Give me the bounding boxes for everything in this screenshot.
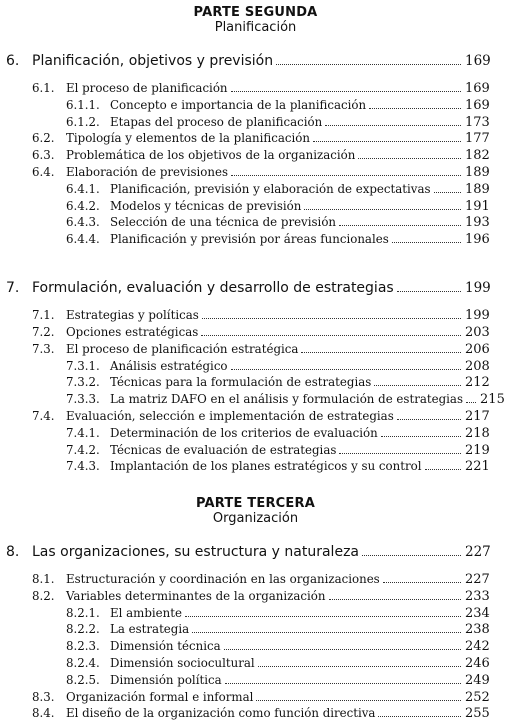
part-subtitle: Planificación [214, 20, 297, 35]
section-entry[interactable] [32, 148, 489, 163]
dot-leader [201, 334, 461, 336]
dot-leader [362, 554, 461, 556]
subsection-entry[interactable] [66, 359, 489, 374]
chapter-entry-number: 7. [6, 280, 20, 297]
section-entry-page-number: 182 [465, 148, 490, 164]
subsection-entry-page-number: 215 [480, 392, 505, 408]
section-entry-number: 7.2. [32, 325, 55, 339]
subsection-entry-number: 7.3.3. [66, 392, 100, 407]
subsection-entry[interactable] [66, 606, 489, 621]
dot-leader [224, 648, 461, 650]
section-entry-number: 7.3. [32, 341, 55, 356]
part-title: PARTE SEGUNDA [193, 5, 318, 20]
subsection-entry-title: Técnicas para la formulación de estrategias [110, 375, 372, 390]
section-entry-number: 6.4. [32, 165, 55, 179]
section-entry[interactable] [32, 308, 489, 323]
subsection-entry-number: 6.4.1. [66, 181, 100, 196]
dot-leader [339, 224, 461, 226]
dot-leader [256, 699, 461, 701]
subsection-entry[interactable] [66, 182, 489, 197]
chapter-entry[interactable] [6, 544, 489, 560]
subsection-entry[interactable] [66, 199, 489, 214]
dot-leader [301, 351, 461, 353]
section-entry-title: Estructuración y coordinación en las organizaciones [66, 572, 380, 586]
subsection-entry-title: Modelos y técnicas de previsión [110, 198, 302, 213]
chapter-entry-title: Planificación, objetivos y previsión [32, 53, 274, 69]
subsection-entry[interactable] [66, 426, 489, 441]
section-entry-number: 7.1. [32, 308, 55, 323]
subsection-entry[interactable] [66, 656, 489, 671]
section-entry[interactable] [32, 131, 489, 146]
subsection-entry[interactable] [66, 639, 489, 654]
subsection-entry[interactable] [66, 673, 489, 688]
subsection-entry-number: 7.4.3. [66, 459, 100, 474]
subsection-entry-title: Dimensión sociocultural [110, 656, 255, 670]
section-entry-number: 6.3. [32, 148, 55, 163]
section-entry-number: 6.2. [32, 131, 55, 146]
subsection-entry-title: La matriz DAFO en el análisis y formulación de estrategias [110, 392, 464, 407]
section-entry-page-number: 203 [465, 325, 490, 340]
subsection-entry[interactable] [66, 232, 489, 247]
subsection-entry[interactable] [66, 459, 489, 474]
dot-leader [339, 452, 461, 454]
subsection-entry-number: 8.2.3. [66, 639, 100, 654]
subsection-entry-page-number: 173 [465, 114, 490, 130]
dot-leader [378, 715, 461, 717]
dot-leader [466, 401, 476, 403]
subsection-entry-page-number: 238 [465, 622, 490, 638]
section-entry-page-number: 217 [465, 409, 490, 424]
dot-leader [276, 63, 461, 65]
dot-leader [313, 140, 461, 142]
section-entry[interactable] [32, 81, 489, 96]
subsection-entry-number: 8.2.1. [66, 605, 100, 620]
section-entry-page-number: 177 [465, 131, 490, 147]
dot-leader [185, 615, 461, 617]
subsection-entry-page-number: 191 [465, 198, 490, 214]
section-entry-page-number: 233 [465, 588, 490, 604]
part-title: PARTE TERCERA [196, 496, 315, 511]
subsection-entry-number: 6.1.2. [66, 114, 100, 129]
dot-leader [392, 241, 461, 243]
subsection-entry-title: El ambiente [110, 605, 182, 620]
section-entry-title: Tipología y elementos de la planificación [66, 131, 310, 146]
subsection-entry[interactable] [66, 375, 489, 390]
subsection-entry-number: 8.2.4. [66, 656, 100, 670]
section-entry-page-number: 189 [465, 165, 490, 180]
subsection-entry-number: 8.2.5. [66, 672, 100, 687]
dot-leader [225, 682, 461, 684]
subsection-entry-title: Dimensión política [110, 672, 222, 687]
subsection-entry-title: Planificación, previsión y elaboración de expectativas [110, 181, 431, 196]
section-entry-title: El proceso de planificación estratégica [66, 341, 299, 356]
subsection-entry-title: La estrategia [110, 622, 190, 637]
subsection-entry-title: Implantación de los planes estratégicos y su control [110, 459, 422, 474]
chapter-entry-title: Las organizaciones, su estructura y naturaleza [32, 544, 359, 560]
part-heading [0, 5, 511, 35]
section-entry-page-number: 227 [465, 572, 490, 587]
section-entry[interactable] [32, 409, 489, 424]
dot-leader [231, 368, 461, 370]
subsection-entry-title: Dimensión técnica [110, 639, 221, 654]
section-entry[interactable] [32, 572, 489, 587]
section-entry-title: El diseño de la organización como función directiva [66, 706, 376, 721]
part-heading [0, 496, 511, 526]
subsection-entry-title: Etapas del proceso de planificación [110, 114, 323, 129]
section-entry[interactable] [32, 325, 489, 340]
subsection-entry-page-number: 242 [465, 639, 490, 655]
dot-leader [434, 191, 461, 193]
subsection-entry-page-number: 246 [465, 656, 490, 671]
subsection-entry-title: Análisis estratégico [110, 358, 228, 373]
section-entry-number: 8.4. [32, 706, 55, 721]
subsection-entry-number: 6.4.4. [66, 232, 100, 247]
subsection-entry-title: Planificación y previsión por áreas funcionales [110, 232, 389, 247]
section-entry[interactable] [32, 342, 489, 357]
section-entry-title: Opciones estratégicas [66, 325, 199, 339]
chapter-entry-number: 6. [6, 53, 20, 69]
subsection-entry-title: Técnicas de evaluación de estrategias [110, 442, 337, 457]
section-entry-title: Problemática de los objetivos de la organización [66, 148, 356, 163]
dot-leader [381, 435, 461, 437]
section-entry-title: El proceso de planificación [66, 81, 228, 95]
subsection-entry-page-number: 196 [465, 232, 490, 248]
subsection-entry-number: 6.4.2. [66, 198, 100, 213]
dot-leader [231, 90, 461, 92]
dot-leader [304, 208, 461, 210]
subsection-entry[interactable] [66, 98, 489, 113]
subsection-entry-page-number: 189 [465, 181, 490, 197]
section-entry-number: 8.1. [32, 572, 55, 586]
chapter-entry[interactable] [6, 53, 489, 69]
subsection-entry-number: 8.2.2. [66, 622, 100, 637]
chapter-entry-number: 8. [6, 544, 20, 560]
section-entry[interactable] [32, 589, 489, 604]
section-entry-title: Elaboración de previsiones [66, 165, 229, 179]
chapter-entry-page-number: 199 [465, 280, 491, 297]
subsection-entry-page-number: 234 [465, 605, 490, 621]
subsection-entry-page-number: 219 [465, 442, 490, 458]
section-entry-title: Organización formal e informal [66, 689, 254, 704]
subsection-entry-title: Concepto e importancia de la planificación [110, 97, 367, 112]
dot-leader [425, 468, 462, 470]
section-entry[interactable] [32, 690, 489, 705]
subsection-entry-title: Selección de una técnica de previsión [110, 215, 337, 230]
section-entry-title: Variables determinantes de la organización [66, 588, 326, 603]
part-subtitle: Organización [212, 511, 299, 526]
subsection-entry[interactable] [66, 115, 489, 130]
dot-leader [383, 581, 461, 583]
dot-leader [397, 290, 461, 292]
subsection-entry-page-number: 249 [465, 672, 490, 688]
section-entry-number: 8.3. [32, 689, 55, 704]
dot-leader [192, 631, 461, 633]
section-entry-number: 6.1. [32, 81, 55, 95]
subsection-entry-page-number: 169 [465, 97, 490, 113]
subsection-entry-number: 7.4.2. [66, 442, 100, 457]
subsection-entry-number: 6.1.1. [66, 97, 100, 112]
chapter-entry[interactable] [6, 280, 489, 296]
dot-leader [231, 174, 461, 176]
subsection-entry-number: 7.4.1. [66, 425, 100, 440]
section-entry-number: 8.2. [32, 588, 55, 603]
subsection-entry[interactable] [66, 622, 489, 637]
dot-leader [258, 665, 461, 667]
section-entry-title: Estrategias y políticas [66, 308, 199, 323]
subsection-entry-title: Determinación de los criterios de evaluación [110, 425, 378, 440]
chapter-entry-title: Formulación, evaluación y desarrollo de estrategias [32, 280, 394, 297]
dot-leader [325, 124, 461, 126]
subsection-entry-page-number: 193 [465, 215, 490, 231]
section-entry-number: 7.4. [32, 409, 55, 423]
dot-leader [358, 157, 461, 159]
section-entry-page-number: 252 [465, 689, 490, 705]
subsection-entry[interactable] [66, 392, 505, 408]
dot-leader [329, 598, 462, 600]
dot-leader [369, 107, 461, 109]
subsection-entry-number: 7.3.2. [66, 375, 100, 390]
subsection-entry[interactable] [66, 443, 489, 458]
section-entry-page-number: 169 [465, 81, 490, 96]
dot-leader [397, 418, 461, 420]
section-entry[interactable] [32, 706, 489, 721]
section-entry-page-number: 255 [465, 706, 490, 722]
section-entry-page-number: 199 [465, 308, 490, 324]
section-entry[interactable] [32, 165, 489, 180]
subsection-entry-page-number: 218 [465, 425, 490, 441]
subsection-entry-number: 6.4.3. [66, 215, 100, 230]
subsection-entry-page-number: 212 [465, 375, 490, 391]
chapter-entry-page-number: 227 [465, 544, 491, 560]
dot-leader [202, 317, 461, 319]
subsection-entry-page-number: 221 [465, 459, 490, 475]
section-entry-page-number: 206 [465, 341, 490, 357]
subsection-entry[interactable] [66, 215, 489, 230]
dot-leader [374, 384, 461, 386]
chapter-entry-page-number: 169 [465, 53, 491, 69]
section-entry-title: Evaluación, selección e implementación de estrategias [66, 409, 394, 423]
subsection-entry-number: 7.3.1. [66, 358, 100, 373]
subsection-entry-page-number: 208 [465, 358, 490, 374]
